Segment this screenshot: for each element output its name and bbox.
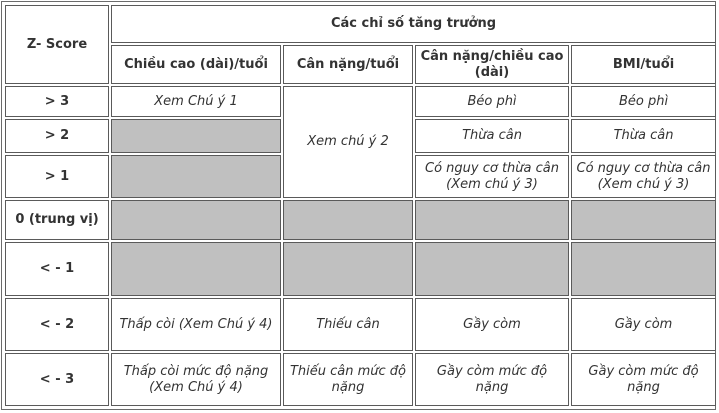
column-header-height-age: Chiều cao (dài)/tuổi [111, 45, 281, 84]
weight-height-cell: Gầy còm mức độ nặng [415, 353, 569, 406]
bmi-age-cell: Gầy còm mức độ nặng [571, 353, 716, 406]
shaded-cell [283, 242, 413, 296]
shaded-cell [415, 200, 569, 240]
zscore-label: > 3 [5, 86, 109, 117]
table-row [5, 298, 716, 351]
bmi-age-cell: Có nguy cơ thừa cân (Xem chú ý 3) [571, 155, 716, 198]
zscore-header: Z- Score [5, 5, 109, 84]
table-row [5, 86, 716, 117]
zscore-label: < - 3 [5, 353, 109, 406]
shaded-cell [111, 242, 281, 296]
height-age-cell: Thấp còi mức độ nặng (Xem Chú ý 4) [111, 353, 281, 406]
shaded-cell [111, 155, 281, 198]
weight-age-cell: Thiếu cân [283, 298, 413, 351]
zscore-label: < - 1 [5, 242, 109, 296]
weight-height-cell: Béo phì [415, 86, 569, 117]
weight-height-cell: Thừa cân [415, 119, 569, 153]
bmi-age-cell: Thừa cân [571, 119, 716, 153]
table-row [5, 242, 716, 296]
column-header-weight-age: Cân nặng/tuổi [283, 45, 413, 84]
bmi-age-cell: Béo phì [571, 86, 716, 117]
zscore-label: < - 2 [5, 298, 109, 351]
column-header-bmi-age: BMI/tuổi [571, 45, 716, 84]
shaded-cell [283, 200, 413, 240]
growth-indicators-table [3, 3, 718, 408]
shaded-cell [111, 200, 281, 240]
shaded-cell [415, 242, 569, 296]
column-header-weight-height: Cân nặng/chiều cao (dài) [415, 45, 569, 84]
zscore-label: 0 (trung vị) [5, 200, 109, 240]
height-age-cell: Xem Chú ý 1 [111, 86, 281, 117]
zscore-label: > 1 [5, 155, 109, 198]
height-age-cell: Thấp còi (Xem Chú ý 4) [111, 298, 281, 351]
shaded-cell [571, 242, 716, 296]
bmi-age-cell: Gầy còm [571, 298, 716, 351]
table-row [5, 200, 716, 240]
weight-height-cell: Gầy còm [415, 298, 569, 351]
table-row [5, 353, 716, 406]
weight-age-cell: Thiếu cân mức độ nặng [283, 353, 413, 406]
growth-indicators-title: Các chỉ số tăng trưởng [111, 5, 716, 43]
zscore-label: > 2 [5, 119, 109, 153]
shaded-cell [571, 200, 716, 240]
weight-age-cell: Xem chú ý 2 [283, 86, 413, 198]
weight-height-cell: Có nguy cơ thừa cân (Xem chú ý 3) [415, 155, 569, 198]
shaded-cell [111, 119, 281, 153]
